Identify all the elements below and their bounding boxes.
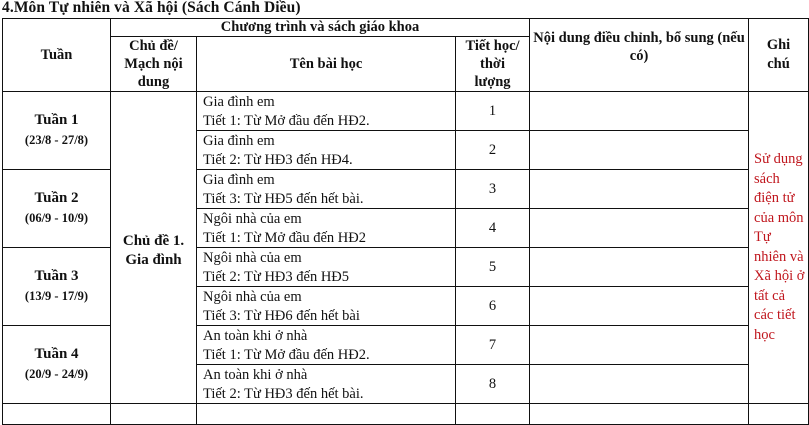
lesson-detail: Tiết 1: Từ Mở đầu đến HĐ2.	[203, 112, 370, 129]
period-cell: 2	[456, 131, 530, 170]
week-name: Tuần 3	[34, 268, 79, 284]
adjustment-cell	[530, 209, 749, 248]
lesson-cell	[197, 170, 456, 209]
header-adjustment: Nội dung điều chỉnh, bổ sung (nếu có)	[530, 19, 749, 92]
adjustment-cell	[530, 131, 749, 170]
header-program-group: Chương trình và sách giáo khoa	[111, 19, 530, 37]
week-dates: (13/9 - 17/9)	[24, 289, 89, 303]
lesson-title: An toàn khi ở nhà	[203, 367, 308, 383]
lesson-title: Gia đình em	[203, 172, 275, 188]
adjustment-cell	[530, 287, 749, 326]
adjustment-cell	[530, 365, 749, 404]
week-name: Tuần 1	[34, 112, 79, 128]
header-note: Ghi chú	[749, 19, 809, 92]
period-cell: 3	[456, 170, 530, 209]
header-period: Tiết học/ thời lượng	[456, 37, 530, 92]
period-cell: 7	[456, 326, 530, 365]
adjustment-cell	[530, 170, 749, 209]
lesson-detail: Tiết 2: Từ HĐ3 đến HĐ5	[203, 268, 350, 285]
lesson-cell	[197, 92, 456, 131]
lesson-title: Ngôi nhà của em	[203, 289, 302, 305]
note-cell: Sử dụng sách điện tử của môn Tự nhiên và Xã hội ở tất cả các tiết học	[749, 92, 809, 404]
lesson-detail: Tiết 2: Từ HĐ3 đến hết bài.	[203, 385, 364, 402]
week-cell	[3, 92, 111, 170]
header-topic: Chủ đề/ Mạch nội dung	[111, 37, 197, 92]
week-name: Tuần 4	[34, 346, 79, 362]
week-cell	[3, 248, 111, 326]
lesson-cell	[197, 248, 456, 287]
lesson-cell	[197, 326, 456, 365]
adjustment-cell	[530, 248, 749, 287]
week-dates: (06/9 - 10/9)	[24, 211, 89, 225]
lesson-cell	[197, 131, 456, 170]
week-name: Tuần 2	[34, 190, 79, 206]
lesson-cell	[197, 365, 456, 404]
header-lesson: Tên bài học	[197, 37, 456, 92]
lesson-plan-table	[2, 18, 809, 425]
lesson-cell	[197, 404, 456, 425]
period-cell: 5	[456, 248, 530, 287]
adjustment-cell	[530, 404, 749, 425]
note-cell	[749, 404, 809, 425]
period-cell: 8	[456, 365, 530, 404]
table-row	[3, 92, 809, 131]
period-cell: 6	[456, 287, 530, 326]
lesson-title: Ngôi nhà của em	[203, 250, 302, 266]
period-cell: 1	[456, 92, 530, 131]
week-cell	[3, 404, 111, 425]
lesson-detail: Tiết 2: Từ HĐ3 đến HĐ4.	[203, 151, 353, 168]
lesson-title: Gia đình em	[203, 133, 275, 149]
lesson-title: Gia đình em	[203, 94, 275, 110]
topic-cell	[111, 404, 197, 425]
lesson-detail: Tiết 1: Từ Mở đầu đến HĐ2.	[203, 346, 370, 363]
lesson-detail: Tiết 1: Từ Mở đầu đến HĐ2	[203, 229, 366, 246]
lesson-detail: Tiết 3: Từ HĐ6 đến hết bài	[203, 307, 360, 324]
lesson-detail: Tiết 3: Từ HĐ5 đến hết bài.	[203, 190, 364, 207]
week-dates: (23/8 - 27/8)	[24, 133, 89, 147]
lesson-cell	[197, 287, 456, 326]
header-row-1	[3, 19, 809, 37]
document-title: 4.Môn Tự nhiên và Xã hội (Sách Cánh Diều)	[2, 0, 301, 16]
lesson-title: Ngôi nhà của em	[203, 211, 302, 227]
period-cell	[456, 404, 530, 425]
lesson-title: An toàn khi ở nhà	[203, 328, 308, 344]
week-cell	[3, 170, 111, 248]
topic-cell: Chủ đề 1. Gia đình	[111, 92, 197, 404]
table-row-clipped	[3, 404, 809, 425]
header-week: Tuần	[3, 19, 111, 92]
adjustment-cell	[530, 92, 749, 131]
week-dates: (20/9 - 24/9)	[24, 367, 89, 381]
week-cell	[3, 326, 111, 404]
period-cell: 4	[456, 209, 530, 248]
adjustment-cell	[530, 326, 749, 365]
lesson-cell	[197, 209, 456, 248]
